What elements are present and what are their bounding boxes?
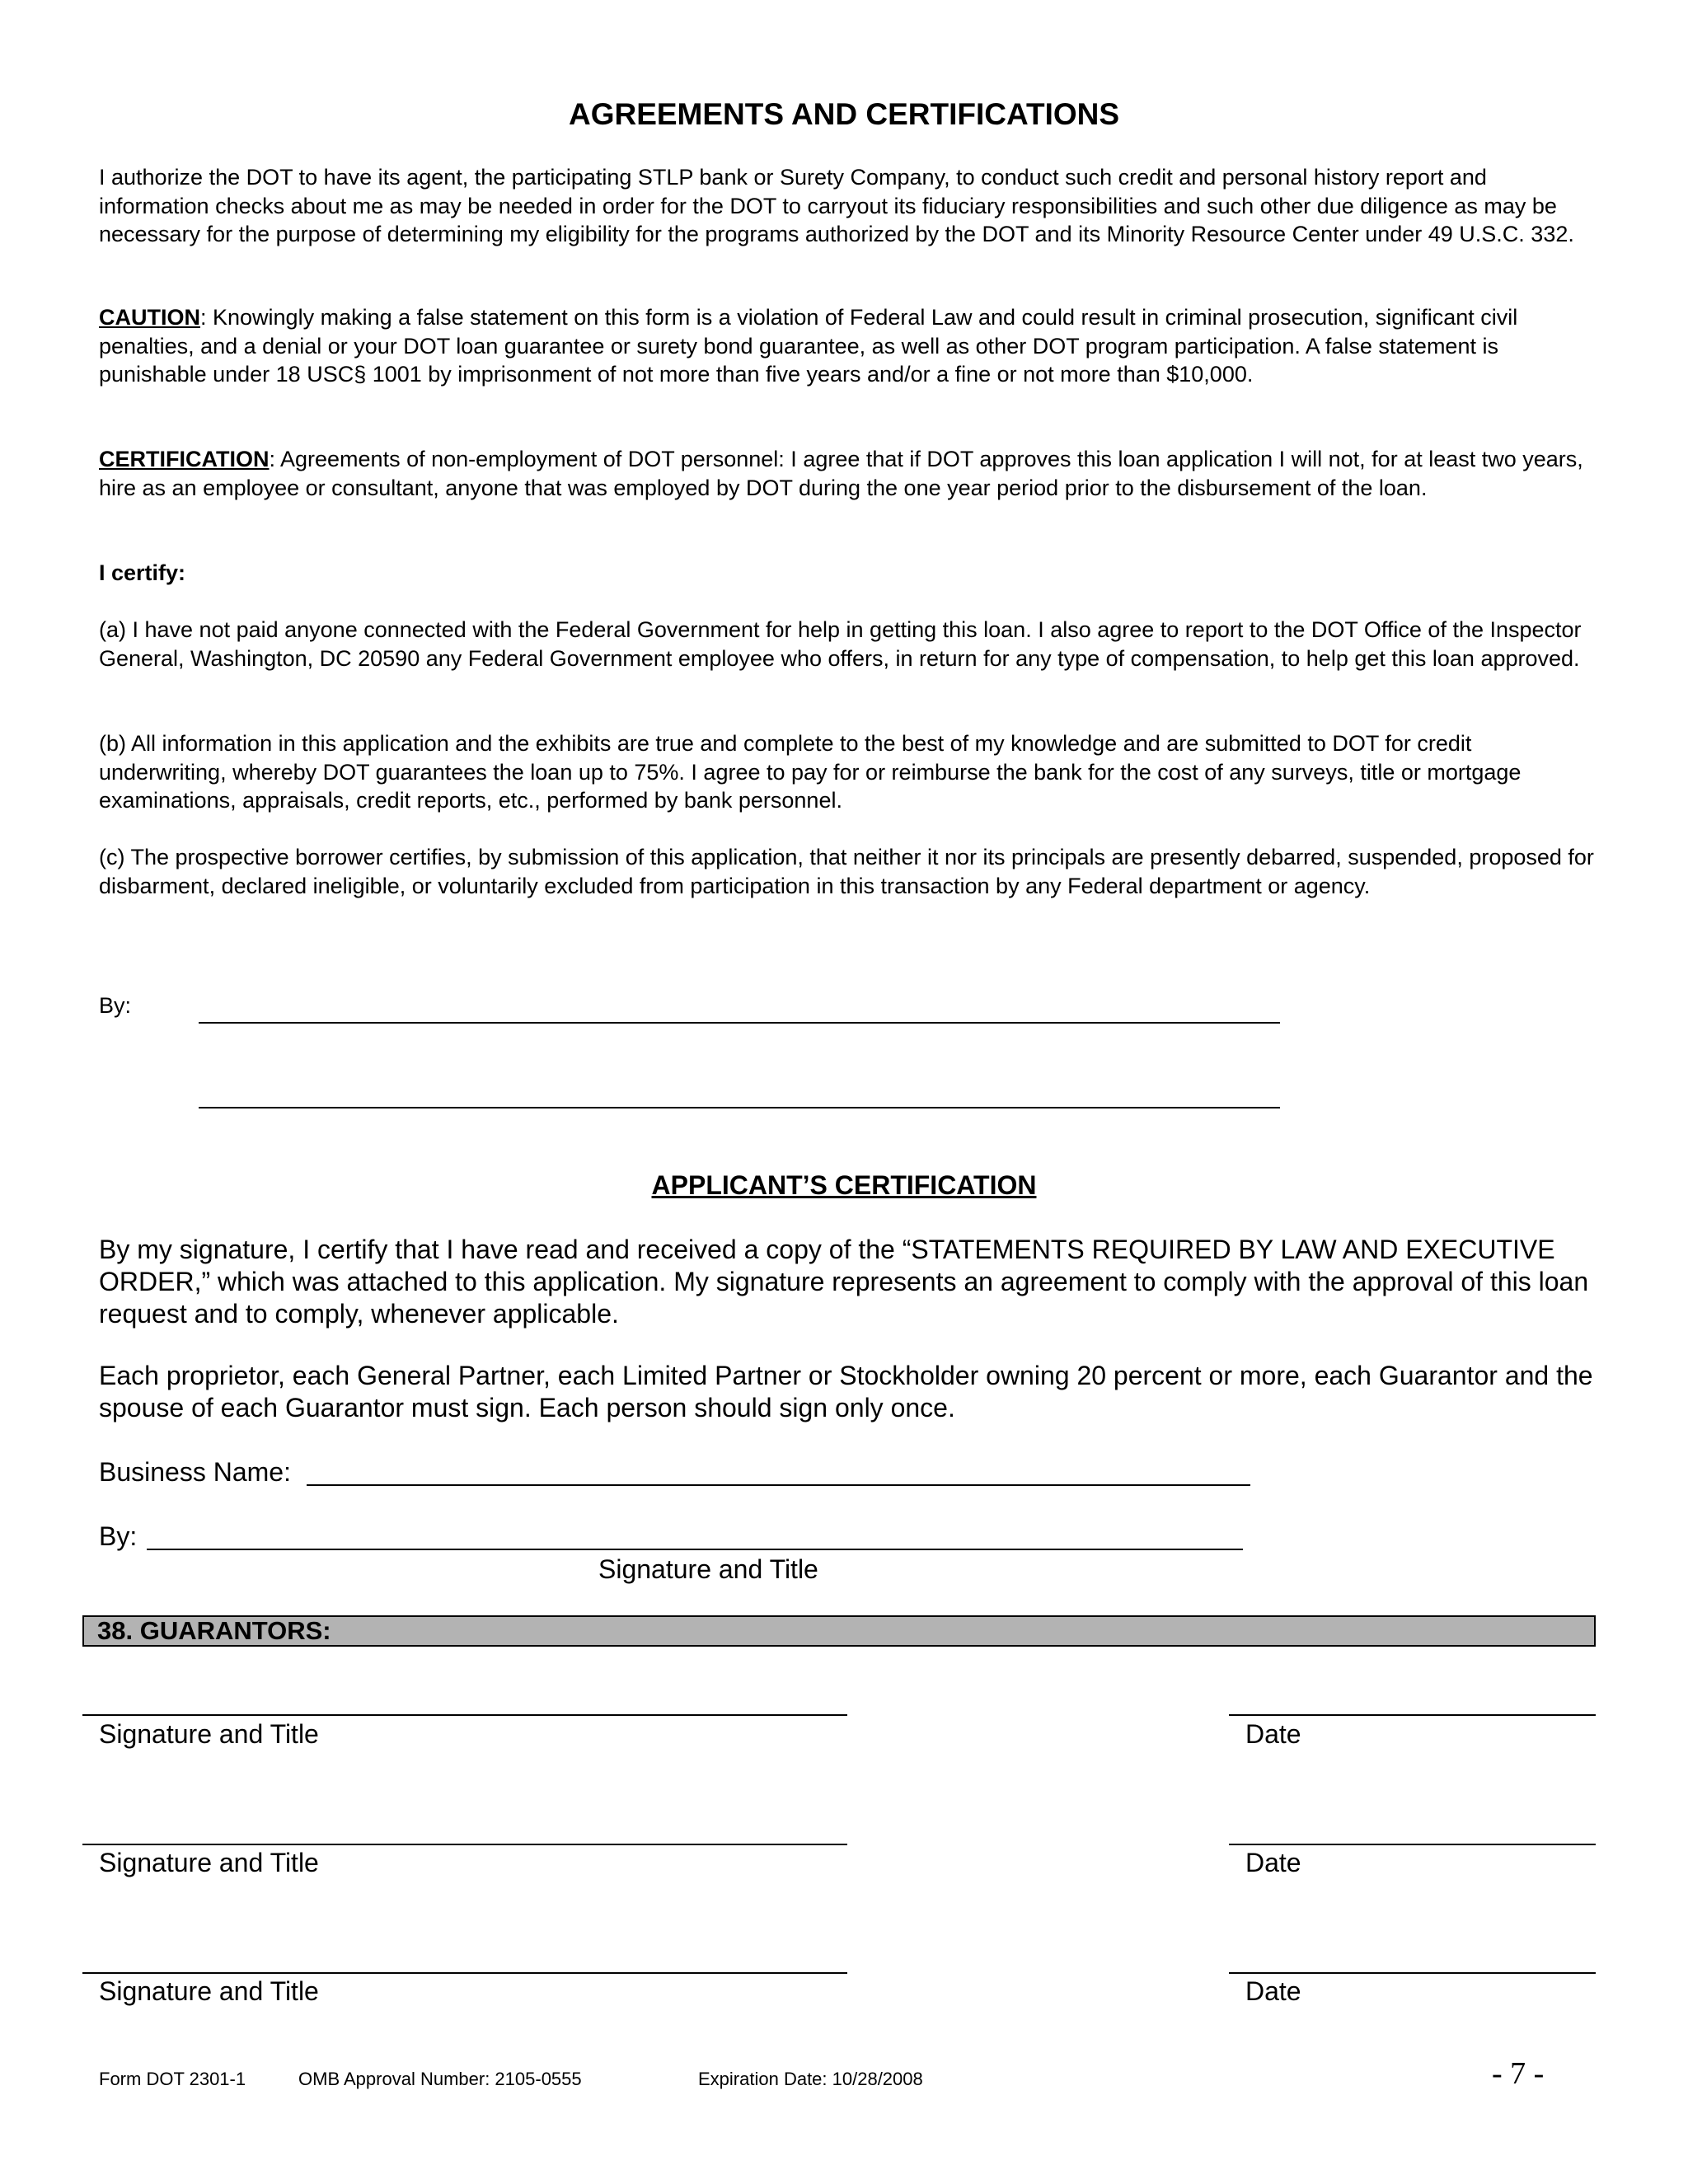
- applicant-paragraph-2: Each proprietor, each General Partner, each Limited Partner or Stockholder owning 20 percent or more, each Guarantor and the spouse of each Guarantor must sign. Each person should sign only once.: [99, 1361, 1593, 1422]
- guarantor-2-date-line[interactable]: [1229, 1844, 1596, 1845]
- caution-label: CAUTION: [99, 305, 200, 330]
- certification-label: CERTIFICATION: [99, 447, 270, 471]
- guarantor-3-date-line[interactable]: [1229, 1972, 1596, 1974]
- business-name-line[interactable]: [307, 1484, 1250, 1486]
- applicant-signature-caption: Signature and Title: [598, 1554, 818, 1584]
- applicant-paragraph-1: By my signature, I certify that I have read and received a copy of the “STATEMENTS REQUIRED BY LAW AND EXECUTIVE ORDER,” which was attached to this application. My signature represents an agreement to comply with the approval of this loan request and to comply, whenever applicable.: [99, 1235, 1589, 1329]
- guarantor-3-date-label: Date: [1245, 1976, 1301, 2006]
- second-signature-line[interactable]: [199, 1107, 1280, 1108]
- guarantor-2-signature-line[interactable]: [82, 1844, 847, 1845]
- guarantor-2-signature-label: Signature and Title: [99, 1848, 319, 1877]
- applicant-by-label: By:: [99, 1521, 138, 1551]
- item-a-paragraph: (a) I have not paid anyone connected with the Federal Government for help in getting this loan. I also agree to report to the DOT Office of the Inspector General, Washington, DC 20590 any Federal Government employee who offers, in return for any type of compensation, to help get this loan approved.: [99, 617, 1582, 671]
- i-certify-heading: I certify:: [99, 560, 186, 585]
- page-number: - 7 -: [1492, 2056, 1545, 2091]
- by-signature-line[interactable]: [199, 1022, 1280, 1024]
- guarantor-1-date-label: Date: [1245, 1719, 1301, 1749]
- applicant-signature-line[interactable]: [147, 1549, 1243, 1550]
- applicant-certification-heading: APPLICANT’S CERTIFICATION: [651, 1170, 1037, 1200]
- caution-text: : Knowingly making a false statement on this form is a violation of Federal Law and could result in criminal prosecution, significant civil penalties, and a denial or your DOT loan guarantee or surety bond guarantee, as well as other DOT program participation. A false statement is punishable under 18 USC§ 1001 by imprisonment of not more than five years and/or a fine or not more than $10,000.: [99, 305, 1518, 387]
- guarantors-section-header: 38. GUARANTORS:: [82, 1615, 1596, 1647]
- item-b-paragraph: (b) All information in this application and the exhibits are true and complete to the best of my knowledge and are submitted to DOT for credit underwriting, whereby DOT guarantees the loan up to 75%. I agree to pay for or reimburse the bank for the cost of any surveys, title or mortgage examinations, appraisals, credit reports, etc., performed by bank personnel.: [99, 731, 1522, 813]
- guarantor-3-signature-line[interactable]: [82, 1972, 847, 1974]
- item-c-paragraph: (c) The prospective borrower certifies, by submission of this application, that neither it nor its principals are presently debarred, suspended, proposed for disbarment, declared ineligible, or voluntarily excluded from participation in this transaction by any Federal department or agency.: [99, 845, 1594, 898]
- guarantor-2-date-label: Date: [1245, 1848, 1301, 1877]
- certification-paragraph: [99, 445, 1599, 502]
- guarantor-1-date-line[interactable]: [1229, 1714, 1596, 1716]
- guarantor-1-signature-line[interactable]: [82, 1714, 847, 1716]
- page-title: AGREEMENTS AND CERTIFICATIONS: [568, 97, 1120, 131]
- authorization-paragraph: I authorize the DOT to have its agent, the participating STLP bank or Surety Company, to conduct such credit and personal history report and information checks about me as may be needed in order for the DOT to carryout its fiduciary responsibilities and such other due diligence as may be necessary for the purpose of determining my eligibility for the programs authorized by the DOT and its Minority Resource Center under 49 U.S.C. 332.: [99, 165, 1574, 246]
- footer-omb-number: OMB Approval Number: 2105-0555: [298, 2069, 582, 2089]
- certification-text: : Agreements of non-employment of DOT personnel: I agree that if DOT approves this loan application I will not, for at least two years, hire as an employee or consultant, anyone that was employed by DOT during the one year period prior to the disbursement of the loan.: [99, 447, 1583, 500]
- footer-expiration-date: Expiration Date: 10/28/2008: [698, 2069, 923, 2089]
- guarantor-3-signature-label: Signature and Title: [99, 1976, 319, 2006]
- business-name-label: Business Name:: [99, 1457, 291, 1487]
- footer-form-number: Form DOT 2301-1: [99, 2069, 246, 2089]
- by-label: By:: [99, 993, 132, 1018]
- caution-paragraph: [99, 303, 1599, 389]
- guarantor-1-signature-label: Signature and Title: [99, 1719, 319, 1749]
